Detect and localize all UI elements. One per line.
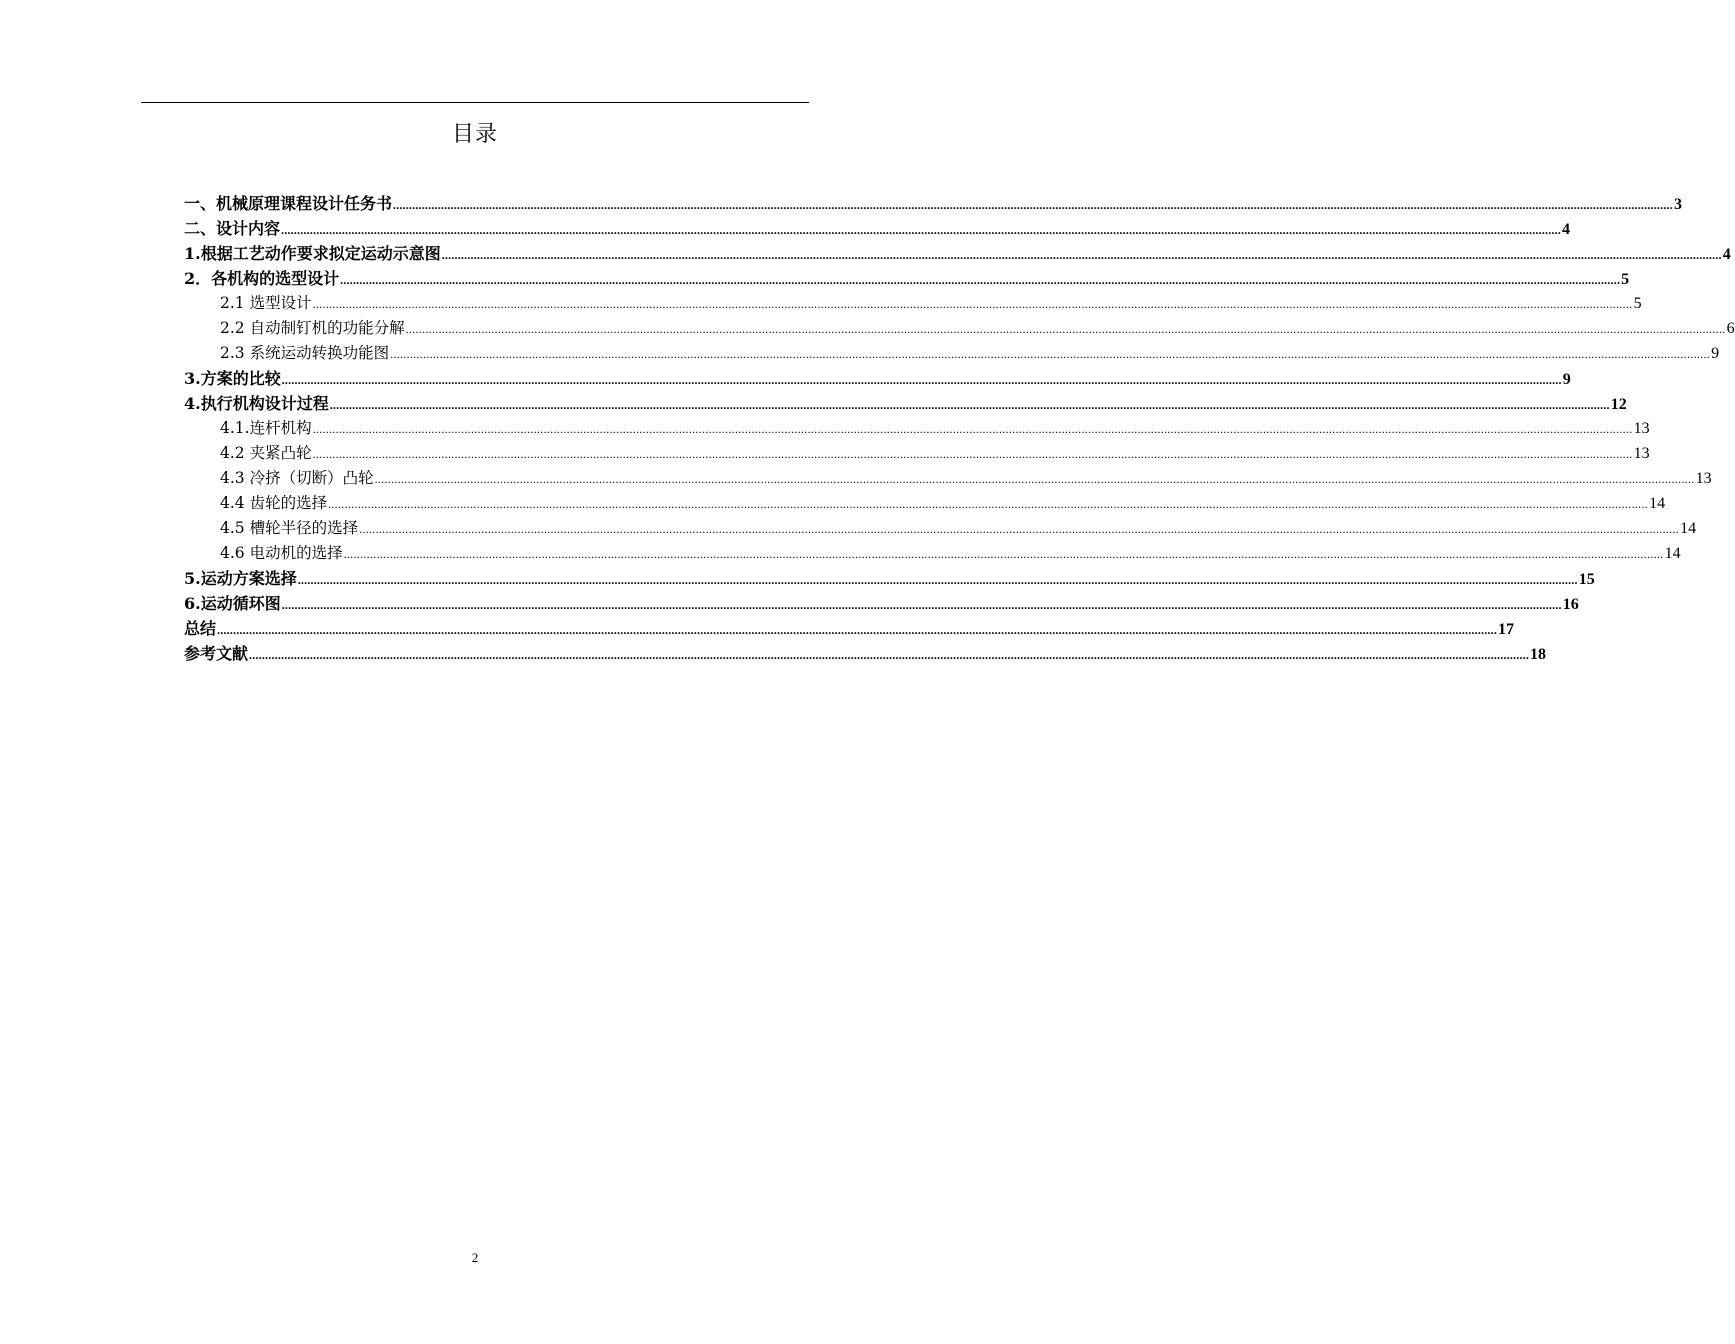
toc-entry[interactable] [184,441,1650,466]
toc-entry-page: 14 [1664,545,1681,562]
page-title: 目录 [451,122,498,147]
toc-entry[interactable] [184,216,1571,241]
toc-entry[interactable] [184,491,1666,516]
toc-entry-label: 二、设计内容 [184,219,281,238]
toc-entry-label: 2.1 选型设计 [220,294,312,312]
toc-entry[interactable] [184,516,1697,541]
toc-entry[interactable] [184,291,1642,316]
toc-entry-page: 18 [1530,646,1547,663]
toc-entry-label: 总结 [184,619,217,638]
toc-entry-page: 16 [1562,596,1579,613]
header-rule [141,102,809,103]
toc-entry[interactable] [184,416,1650,441]
toc-entry[interactable] [184,641,1547,666]
toc-entry-page: 9 [1562,371,1571,388]
toc-leader-dots: ................................................................................................................................................................................................................................................................................................................................................................................................................ [441,248,1722,262]
toc-entry-label: 一、机械原理课程设计任务书 [184,194,393,213]
toc-leader-dots: ................................................................................................................................................................................................................................................................................................................................................................................................................ [249,648,1530,662]
toc-leader-dots: ................................................................................................................................................................................................................................................................................................................................................................................................................ [359,522,1680,536]
toc-leader-dots: ................................................................................................................................................................................................................................................................................................................................................................................................................ [340,273,1621,287]
toc-entry[interactable] [184,541,1681,566]
toc-entry-page: 5 [1633,295,1642,312]
toc-entry-label: 4.5 槽轮半径的选择 [220,519,359,537]
toc-entry[interactable] [184,191,1683,216]
toc-leader-dots: ................................................................................................................................................................................................................................................................................................................................................................................................................ [281,373,1562,387]
toc-entry-label: 4.2 夹紧凸轮 [220,444,312,462]
toc-leader-dots: ................................................................................................................................................................................................................................................................................................................................................................................................................ [312,422,1633,436]
toc-entry-page: 5 [1621,271,1630,288]
toc-entry-page: 14 [1680,520,1697,537]
toc-entry-label: 2.2 自动制钉机的功能分解 [220,319,405,337]
toc-leader-dots: ................................................................................................................................................................................................................................................................................................................................................................................................................ [281,598,1562,612]
toc-entry-label: 5.运动方案选择 [184,569,297,588]
toc-leader-dots: ................................................................................................................................................................................................................................................................................................................................................................................................................ [393,198,1674,212]
toc-entry-page: 17 [1498,621,1515,638]
toc-entry[interactable] [184,341,1720,366]
toc-leader-dots: ................................................................................................................................................................................................................................................................................................................................................................................................................ [312,297,1633,311]
toc-leader-dots: ................................................................................................................................................................................................................................................................................................................................................................................................................ [390,347,1711,361]
toc-entry-page: 13 [1633,445,1650,462]
toc-entry[interactable] [184,266,1630,291]
toc-entry-page: 13 [1695,470,1712,487]
toc-entry-page: 9 [1711,345,1720,362]
page-number: 2 [471,1250,479,1265]
toc-entry-label: 4.1.连杆机构 [220,419,312,437]
toc-leader-dots: ................................................................................................................................................................................................................................................................................................................................................................................................................ [297,573,1578,587]
toc-entry[interactable] [184,366,1571,391]
toc-entry-label: 参考文献 [184,644,249,663]
toc-entry-label: 4.4 齿轮的选择 [220,494,328,512]
toc-leader-dots: ................................................................................................................................................................................................................................................................................................................................................................................................................ [312,447,1633,461]
toc-entry[interactable] [184,591,1579,616]
table-of-contents [184,191,1735,666]
toc-entry[interactable] [184,466,1712,491]
toc-leader-dots: ................................................................................................................................................................................................................................................................................................................................................................................................................ [329,398,1610,412]
toc-leader-dots: ................................................................................................................................................................................................................................................................................................................................................................................................................ [343,547,1664,561]
toc-leader-dots: ................................................................................................................................................................................................................................................................................................................................................................................................................ [405,322,1726,336]
toc-entry-label: 2.3 系统运动转换功能图 [220,344,390,362]
toc-entry[interactable] [184,566,1595,591]
toc-entry-page: 4 [1722,246,1731,263]
toc-entry-page: 13 [1633,420,1650,437]
toc-entry-label: 4.执行机构设计过程 [184,394,329,413]
toc-entry-page: 15 [1578,571,1595,588]
toc-entry-page: 3 [1674,196,1683,213]
toc-entry-page: 14 [1649,495,1666,512]
toc-leader-dots: ................................................................................................................................................................................................................................................................................................................................................................................................................ [281,223,1562,237]
toc-entry-page: 6 [1726,320,1735,337]
toc-entry[interactable] [184,241,1731,266]
toc-leader-dots: ................................................................................................................................................................................................................................................................................................................................................................................................................ [217,623,1498,637]
toc-leader-dots: ................................................................................................................................................................................................................................................................................................................................................................................................................ [328,497,1649,511]
toc-entry-page: 12 [1610,396,1627,413]
toc-entry[interactable] [184,616,1515,641]
toc-entry[interactable] [184,391,1627,416]
toc-entry-label: 6.运动循环图 [184,594,281,613]
toc-entry-label: 2．各机构的选型设计 [184,269,340,288]
toc-entry-label: 3.方案的比较 [184,369,281,388]
toc-entry-page: 4 [1562,221,1571,238]
toc-entry-label: 4.6 电动机的选择 [220,544,343,562]
toc-entry[interactable] [184,316,1735,341]
toc-entry-label: 4.3 冷挤（切断）凸轮 [220,469,374,487]
toc-leader-dots: ................................................................................................................................................................................................................................................................................................................................................................................................................ [374,472,1695,486]
toc-entry-label: 1.根据工艺动作要求拟定运动示意图 [184,244,441,263]
